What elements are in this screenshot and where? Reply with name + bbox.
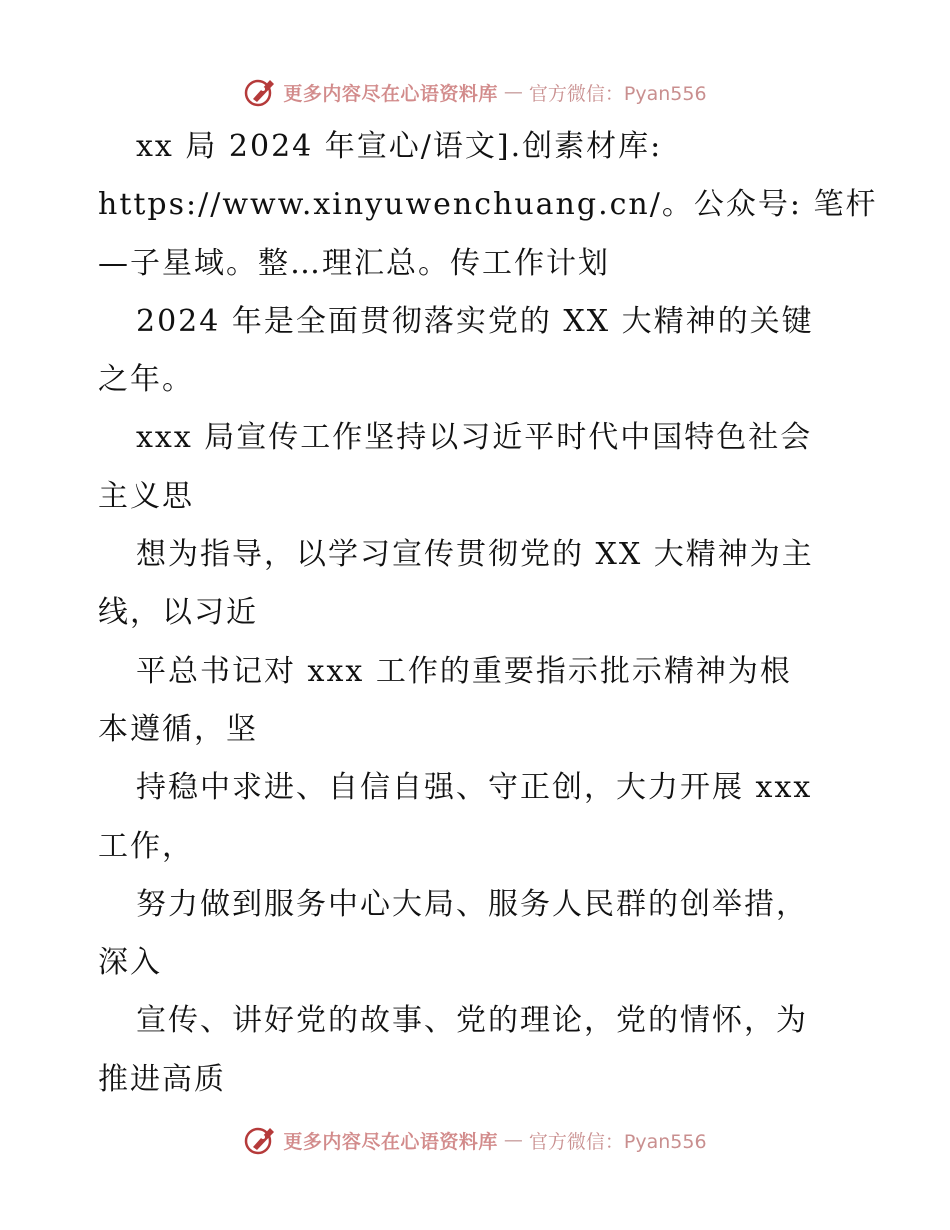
banner-dash: — <box>503 81 523 103</box>
text-line: 2024 年是全面贯彻落实党的 XX 大精神的关键 <box>136 303 814 339</box>
text-line: 深入 <box>98 945 162 981</box>
banner-inner <box>243 75 706 109</box>
text-line: 本遵循，坚 <box>98 711 258 747</box>
text-line: 宣传、讲好党的故事、党的理论，党的情怀，为 <box>136 1003 808 1039</box>
text-line: 线，以习近 <box>98 595 258 631</box>
text-line: 想为指导，以学习宣传贯彻党的 XX 大精神为主 <box>136 537 814 573</box>
pen-logo-icon <box>243 75 277 109</box>
banner-title: 更多内容尽在心语资料库 <box>283 1130 498 1153</box>
text-line: 推进高质 <box>98 1061 226 1097</box>
banner-inner <box>243 1123 706 1157</box>
document-body <box>98 118 878 1109</box>
text-line: —子星域。整…理汇总。传工作计划 <box>98 245 610 281</box>
text-line: 之年。 <box>98 362 194 398</box>
text-line: 持稳中求进、自信自强、守正创，大力开展 xxx <box>136 770 813 806</box>
text-line: 主义思 <box>98 478 194 514</box>
pen-logo-icon <box>243 1123 277 1157</box>
banner-wechat: 官方微信：Pyan556 <box>528 1130 707 1153</box>
text-line: https://www.xinyuwenchuang.cn/。公众号: 笔杆 <box>98 187 878 223</box>
text-line: 平总书记对 xxx 工作的重要指示批示精神为根 <box>136 653 792 689</box>
text-line: xxx 局宣传工作坚持以习近平时代中国特色社会 <box>136 420 813 456</box>
text-line: xx 局 2024 年宣心/语文].创素材库: <box>136 129 663 164</box>
text-line: 工作， <box>98 828 194 864</box>
text-line: 努力做到服务中心大局、服务人民群的创举措， <box>136 886 808 922</box>
footer-banner <box>0 1120 950 1160</box>
banner-wechat: 官方微信：Pyan556 <box>528 82 707 105</box>
header-banner <box>0 72 950 112</box>
banner-title: 更多内容尽在心语资料库 <box>283 82 498 105</box>
banner-dash: — <box>503 1129 523 1151</box>
